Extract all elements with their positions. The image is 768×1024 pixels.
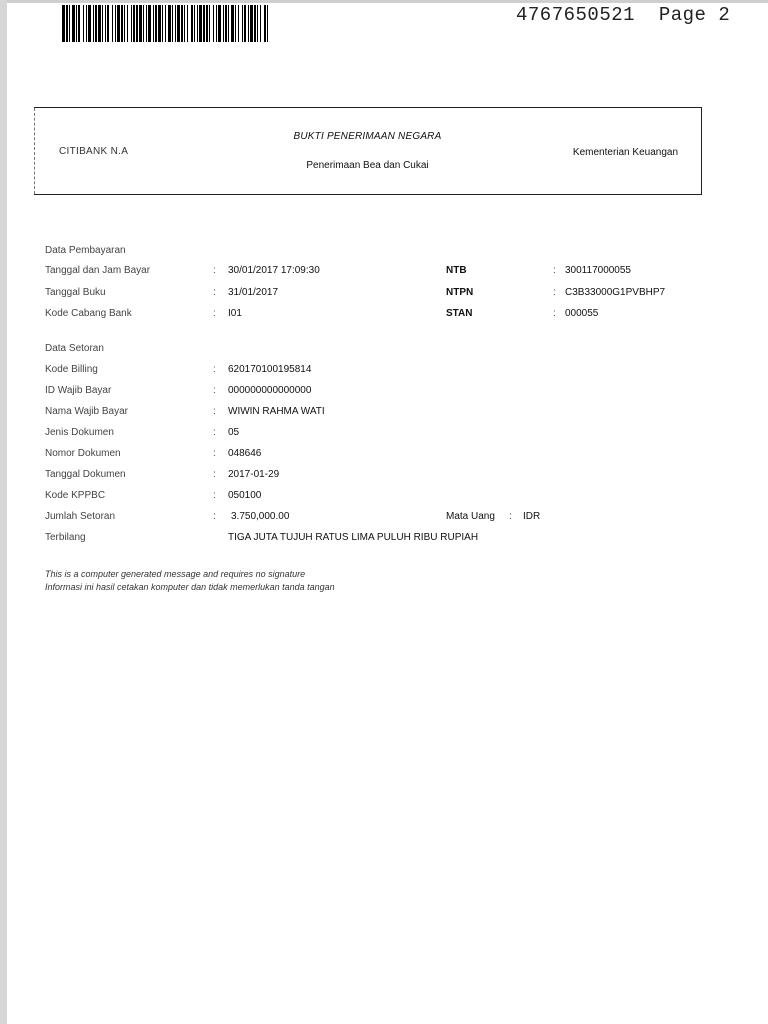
amount-row xyxy=(45,511,705,525)
row-value: 05 xyxy=(228,427,240,438)
deposit-row xyxy=(45,427,705,441)
signature-note-en: This is a computer generated message and requires no signature xyxy=(45,569,306,579)
receipt-title: BUKTI PENERIMAAN NEGARA xyxy=(293,131,442,142)
colon: : xyxy=(213,385,216,396)
row-value: 000000000000000 xyxy=(228,385,312,396)
deposit-row xyxy=(45,448,705,462)
colon: : xyxy=(213,427,216,438)
terbilang-row xyxy=(45,532,705,546)
colon: : xyxy=(213,265,216,276)
deposit-row xyxy=(45,406,705,420)
signature-note-id: Informasi ini hasil cetakan komputer dan tidak memerlukan tanda tangan xyxy=(45,582,335,592)
barcode xyxy=(62,5,270,42)
row-right-value: C3B33000G1PVBHP7 xyxy=(565,287,666,298)
colon: : xyxy=(553,287,556,298)
payment-row xyxy=(45,265,705,279)
deposit-section-title: Data Setoran xyxy=(45,343,104,354)
row-right-value: 300117000055 xyxy=(565,265,631,276)
payment-section-title: Data Pembayaran xyxy=(45,245,126,256)
barcode-bar xyxy=(268,5,270,42)
row-right-value: 000055 xyxy=(565,308,599,319)
row-label: Tanggal dan Jam Bayar xyxy=(45,265,151,276)
bank-name: CITIBANK N.A xyxy=(59,146,129,157)
deposit-row xyxy=(45,364,705,378)
row-right-label: NTPN xyxy=(446,287,474,298)
currency-value: IDR xyxy=(523,511,541,522)
colon: : xyxy=(213,448,216,459)
terbilang-label: Terbilang xyxy=(45,532,86,543)
ministry-name: Kementerian Keuangan xyxy=(572,147,678,158)
row-value: 620170100195814 xyxy=(228,364,312,375)
row-label: ID Wajib Bayar xyxy=(45,385,112,396)
deposit-row xyxy=(45,385,705,399)
currency-label: Mata Uang xyxy=(446,511,495,522)
terbilang-value: TIGA JUTA TUJUH RATUS LIMA PULUH RIBU RUPIAH xyxy=(228,532,479,543)
row-value: 2017-01-29 xyxy=(228,469,280,480)
colon: : xyxy=(509,511,512,522)
payment-row xyxy=(45,287,705,301)
colon: : xyxy=(213,406,216,417)
deposit-row xyxy=(45,490,705,504)
row-label: Nomor Dokumen xyxy=(45,448,121,459)
row-label: Jenis Dokumen xyxy=(45,427,114,438)
colon: : xyxy=(213,511,216,522)
document-number: 4767650521 xyxy=(516,4,636,26)
row-value: WIWIN RAHMA WATI xyxy=(228,406,325,417)
row-right-label: STAN xyxy=(446,308,473,319)
colon: : xyxy=(213,490,216,501)
page-left-edge xyxy=(0,0,7,1024)
row-right-label: NTB xyxy=(446,265,467,276)
colon: : xyxy=(213,287,216,298)
row-value: 048646 xyxy=(228,448,262,459)
page-header-id xyxy=(516,4,730,26)
receipt-subtitle: Penerimaan Bea dan Cukai xyxy=(306,160,429,171)
colon: : xyxy=(213,469,216,480)
row-value: 30/01/2017 17:09:30 xyxy=(228,265,320,276)
row-value: I01 xyxy=(228,308,242,319)
payment-row xyxy=(45,308,705,322)
amount-value: 3.750,000.00 xyxy=(231,511,290,522)
row-label: Kode Cabang Bank xyxy=(45,308,132,319)
row-label: Tanggal Buku xyxy=(45,287,106,298)
row-label: Kode KPPBC xyxy=(45,490,106,501)
deposit-row xyxy=(45,469,705,483)
page-top-edge xyxy=(0,0,768,3)
page-label: Page 2 xyxy=(658,4,731,26)
amount-label: Jumlah Setoran xyxy=(45,511,116,522)
row-value: 050100 xyxy=(228,490,262,501)
row-value: 31/01/2017 xyxy=(228,287,279,298)
receipt-header-box xyxy=(34,107,702,195)
colon: : xyxy=(553,265,556,276)
row-label: Nama Wajib Bayar xyxy=(45,406,128,417)
colon: : xyxy=(213,364,216,375)
row-label: Tanggal Dokumen xyxy=(45,469,126,480)
colon: : xyxy=(553,308,556,319)
row-label: Kode Billing xyxy=(45,364,98,375)
colon: : xyxy=(213,308,216,319)
